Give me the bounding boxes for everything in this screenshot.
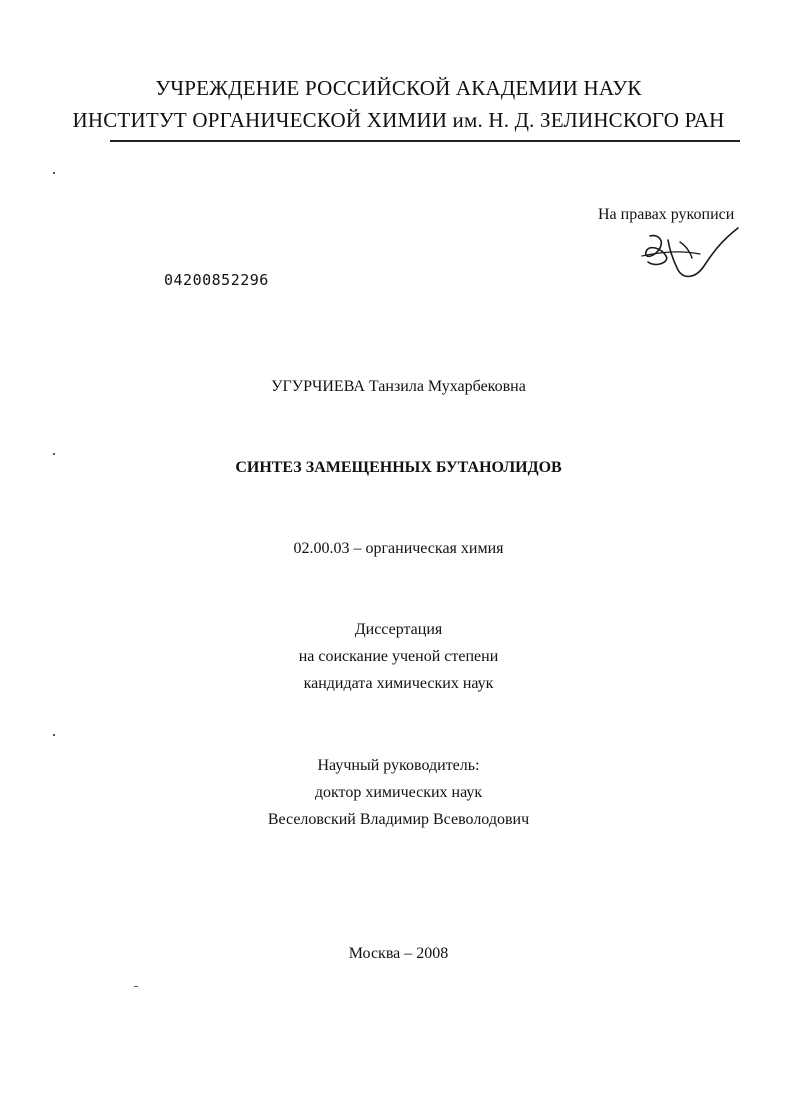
institution-name: УЧРЕЖДЕНИЕ РОССИЙСКОЙ АКАДЕМИИ НАУК xyxy=(155,76,642,100)
scan-speck xyxy=(53,734,55,736)
degree-purpose: на соискание ученой степени xyxy=(298,648,499,665)
scan-speck xyxy=(53,453,55,455)
institute-name: ИНСТИТУТ ОРГАНИЧЕСКОЙ ХИМИИ им. Н. Д. ЗЕЛИНСКОГО РАН xyxy=(72,108,725,132)
scan-speck xyxy=(53,172,55,174)
signature-icon xyxy=(640,222,744,286)
dissertation-label: Диссертация xyxy=(354,621,443,638)
manuscript-rights-label: На правах рукописи xyxy=(598,206,735,223)
header-divider xyxy=(110,140,740,142)
degree-name: кандидата химических наук xyxy=(303,675,494,692)
supervisor-degree: доктор химических наук xyxy=(314,784,483,801)
dissertation-title: СИНТЕЗ ЗАМЕЩЕННЫХ БУТАНОЛИДОВ xyxy=(235,459,562,476)
author-name: УГУРЧИЕВА Танзила Мухарбековна xyxy=(271,378,526,395)
scan-speck xyxy=(134,986,138,987)
specialty-code: 02.00.03 – органическая химия xyxy=(293,540,504,557)
place-year: Москва – 2008 xyxy=(348,945,449,962)
supervisor-label: Научный руководитель: xyxy=(317,757,480,774)
supervisor-name: Веселовский Владимир Всеволодович xyxy=(267,811,530,828)
catalog-number: 04200852296 xyxy=(164,271,269,289)
